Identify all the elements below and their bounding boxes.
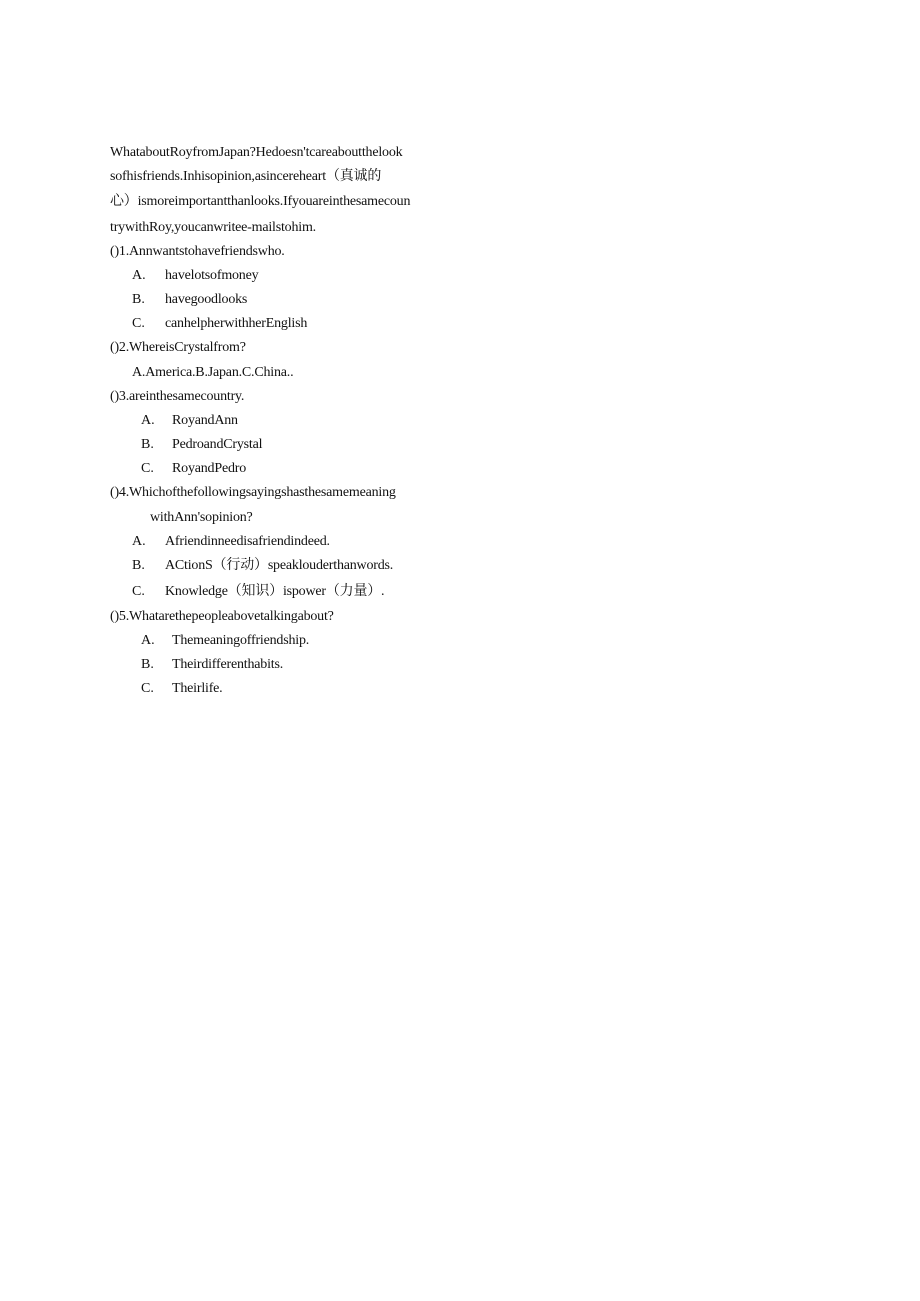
passage-line: 心）ismoreimportantthanlooks.Ifyouareinthesamecoun bbox=[110, 194, 411, 209]
question-3-option-letter: B. bbox=[141, 437, 154, 452]
question-5-option-letter: C. bbox=[141, 681, 154, 696]
question-3-option-letter: A. bbox=[141, 413, 155, 428]
question-5-option-text: Theirlife. bbox=[172, 681, 223, 696]
question-3-option-text: PedroandCrystal bbox=[172, 437, 263, 452]
question-4-stem-continued: withAnn'sopinion? bbox=[150, 510, 253, 525]
passage-line: trywithRoy,youcanwritee-mailstohim. bbox=[110, 220, 316, 235]
question-4-option-text: ACtionS（行动）speaklouderthanwords. bbox=[165, 558, 394, 573]
question-1-stem: ()1.Annwantstohavefriendswho. bbox=[110, 244, 285, 259]
question-4-option-text: Knowledge（知识）ispower（力量）. bbox=[165, 584, 385, 599]
question-4-stem: ()4.Whichofthefollowingsayingshasthesamemeaning bbox=[110, 485, 396, 500]
question-4-option-letter: B. bbox=[132, 558, 145, 573]
question-4-option-text: Afriendinneedisafriendindeed. bbox=[165, 534, 330, 549]
question-1-option-letter: A. bbox=[132, 268, 146, 283]
question-5-stem: ()5.Whatarethepeopleabovetalkingabout? bbox=[110, 609, 334, 624]
question-3-option-text: RoyandAnn bbox=[172, 413, 238, 428]
question-5-option-letter: A. bbox=[141, 633, 155, 648]
question-4-option-letter: C. bbox=[132, 584, 145, 599]
passage-line: WhataboutRoyfromJapan?Hedoesn'tcareaboutthelook bbox=[110, 145, 403, 160]
question-1-option-letter: C. bbox=[132, 316, 145, 331]
question-1-option-text: havelotsofmoney bbox=[165, 268, 259, 283]
question-1-option-text: havegoodlooks bbox=[165, 292, 248, 307]
question-2-inline-options: A.America.B.Japan.C.China.. bbox=[132, 365, 294, 380]
question-1-option-letter: B. bbox=[132, 292, 145, 307]
question-5-option-letter: B. bbox=[141, 657, 154, 672]
question-4-option-letter: A. bbox=[132, 534, 146, 549]
passage-line: sofhisfriends.Inhisopinion,asincereheart（真诚的 bbox=[110, 169, 382, 184]
question-1-option-text: canhelpherwithherEnglish bbox=[165, 316, 308, 331]
question-2-stem: ()2.WhereisCrystalfrom? bbox=[110, 340, 246, 355]
question-3-option-text: RoyandPedro bbox=[172, 461, 247, 476]
question-3-stem: ()3.areinthesamecountry. bbox=[110, 389, 245, 404]
question-3-option-letter: C. bbox=[141, 461, 154, 476]
question-5-option-text: Themeaningoffriendship. bbox=[172, 633, 310, 648]
question-5-option-text: Theirdifferenthabits. bbox=[172, 657, 283, 672]
